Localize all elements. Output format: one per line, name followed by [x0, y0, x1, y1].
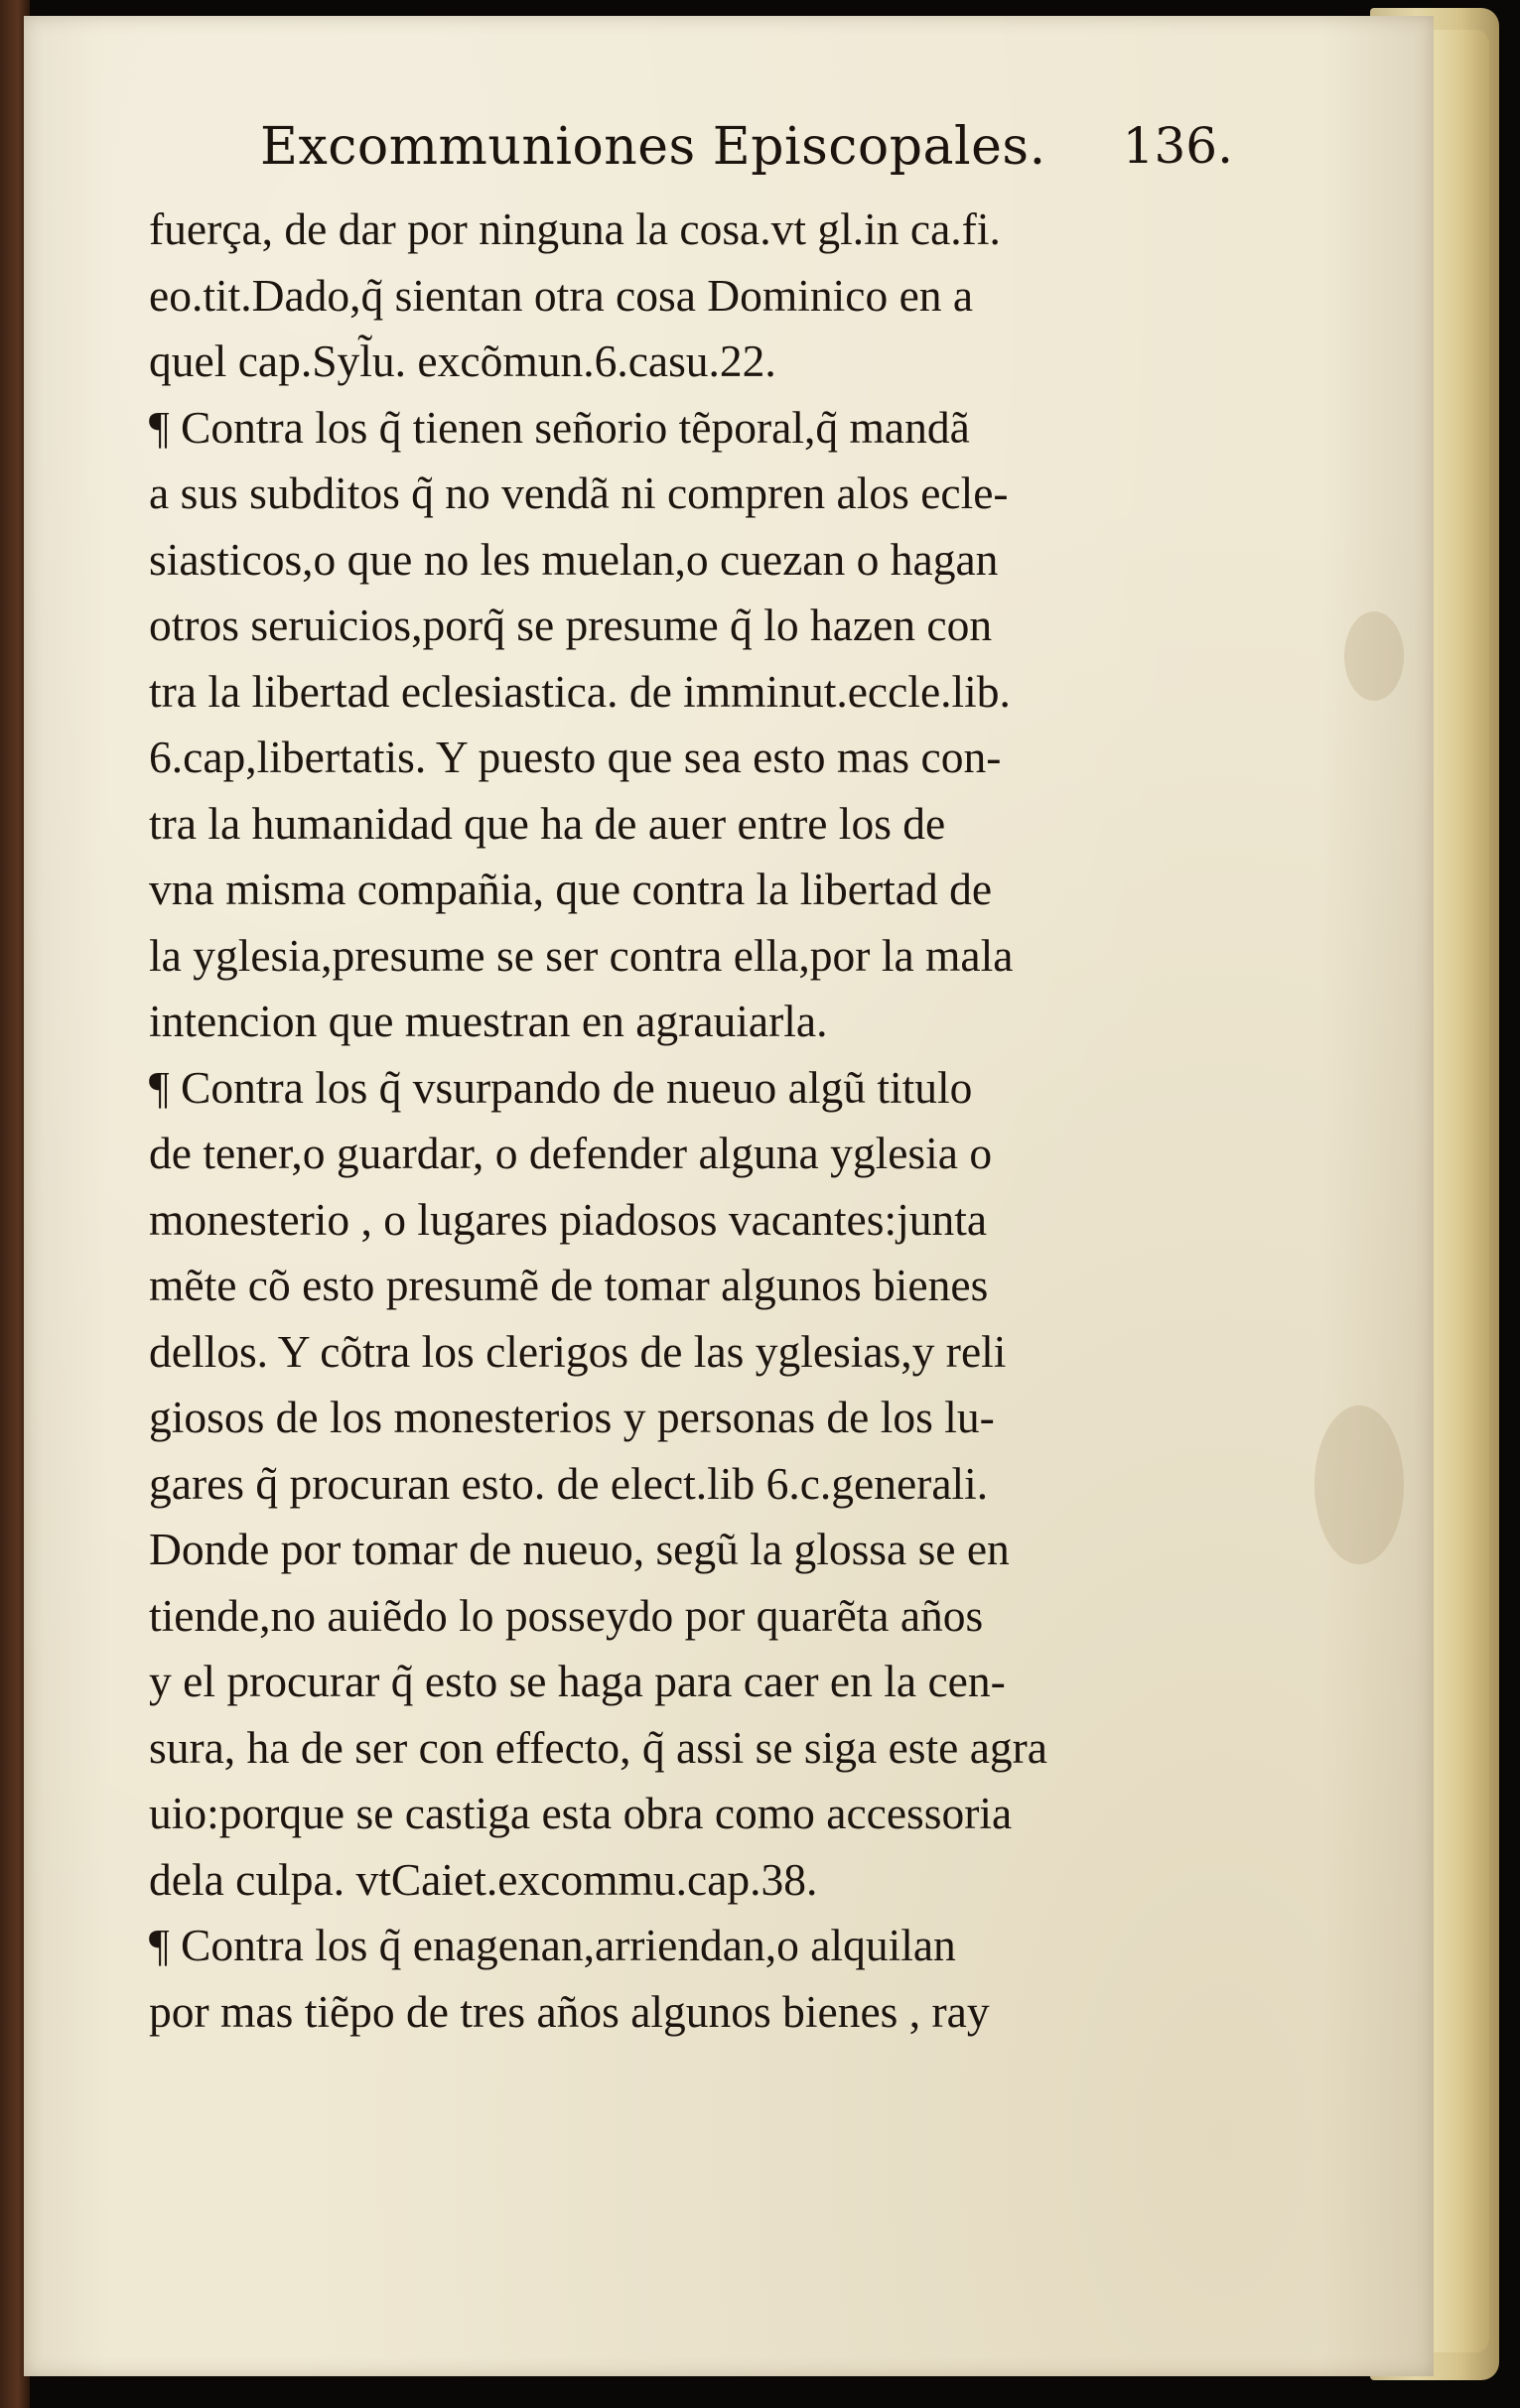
text-line: a sus subditos q̃ no vendã ni compren alos ecle-: [149, 468, 1009, 518]
page-header: [260, 117, 1233, 197]
text-line: la yglesia,presume se ser contra ella,por la mala: [149, 929, 1014, 981]
text-line: tiende,no auiẽdo lo posseydo por quarẽta años: [149, 1589, 984, 1641]
text-line: monesterio , o lugares piadosos vacantes:junta: [149, 1193, 988, 1245]
text-line: fuerça, de dar por ninguna la cosa.vt gl.in ca.fi.: [149, 203, 1001, 254]
text-line: ¶ Contra los q̃ enagenan,arriendan,o alquilan: [149, 1920, 956, 1970]
text-line: vna misma compañia, que contra la libertad de: [149, 864, 993, 914]
text-line: ¶ Contra los q̃ vsurpando de nueuo algũ titulo: [149, 1061, 973, 1113]
text-line: tra la libertad eclesiastica. de imminut.eccle.lib.: [149, 665, 1011, 717]
text-line: mẽte cõ esto presumẽ de tomar algunos bienes: [149, 1260, 989, 1310]
text-line: otros seruicios,porq̃ se presume q̃ lo hazen con: [149, 600, 993, 650]
text-line: dellos. Y cõtra los clerigos de las yglesias,y reli: [149, 1325, 1007, 1377]
text-line: eo.tit.Dado,q̃ sientan otra cosa Dominico en a: [149, 269, 974, 321]
text-line: gares q̃ procuran esto. de elect.lib 6.c.generali.: [149, 1457, 989, 1509]
text-line: y el procurar q̃ esto se haga para caer en la cen-: [149, 1656, 1006, 1706]
text-line: Donde por tomar de nueuo, segũ la glossa se en: [149, 1524, 1010, 1574]
body-text: [149, 197, 1301, 2045]
text-line: dela culpa. vtCaiet.excommu.cap.38.: [149, 1853, 818, 1905]
text-line: sura, ha de ser con effecto, q̃ assi se siga este agra: [149, 1721, 1048, 1773]
paper-stain: [1344, 611, 1404, 701]
text-line: siasticos,o que no les muelan,o cuezan o hagan: [149, 533, 999, 585]
page-number: 136.: [1122, 117, 1233, 175]
text-line: intencion que muestran en agrauiarla.: [149, 996, 828, 1046]
text-line: uio:porque se castiga esta obra como accessoria: [149, 1788, 1013, 1838]
text-line: tra la humanidad que ha de auer entre los de: [149, 797, 946, 849]
paper-stain: [1314, 1405, 1404, 1564]
text-line: 6.cap,libertatis. Y puesto que sea esto mas con-: [149, 732, 1002, 782]
text-line: ¶ Contra los q̃ tienen señorio tẽporal,q̃ mandã: [149, 401, 970, 453]
text-line: quel cap.Syl̃u. excõmun.6.casu.22.: [149, 335, 776, 386]
running-title: Excommuniones Episcopales.: [260, 117, 1046, 177]
text-line: de tener,o guardar, o defender alguna yglesia o: [149, 1128, 993, 1178]
text-line: giosos de los monesterios y personas de los lu-: [149, 1392, 995, 1442]
text-line: por mas tiẽpo de tres años algunos bienes , ray: [149, 1985, 990, 2037]
